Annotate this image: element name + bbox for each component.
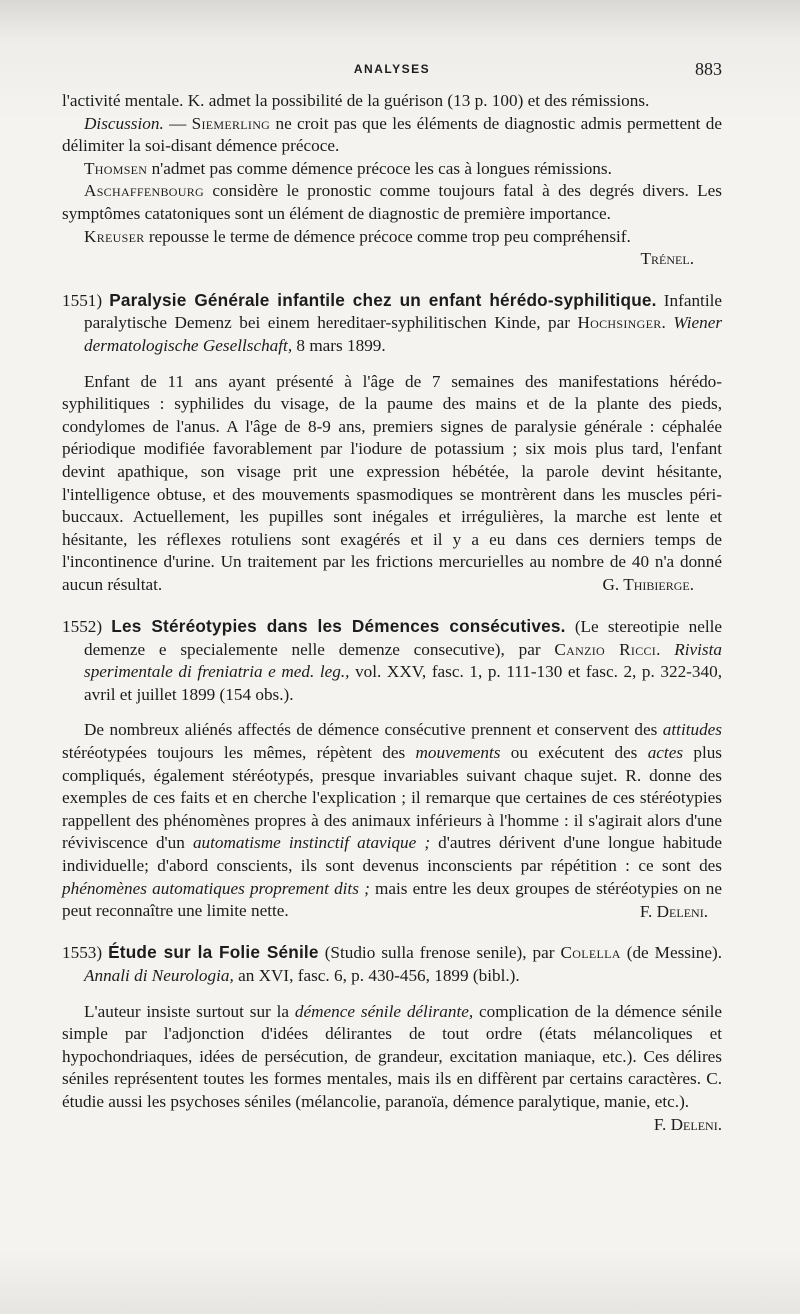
abstract-italic: attitudes (662, 720, 722, 740)
author-name: Aschaffenbourg (84, 181, 204, 201)
abstract-text: mais entre les deux groupes de stéréotypies on ne peut reconnaître une limite nette. (62, 878, 722, 921)
discussion-paragraph (62, 158, 722, 181)
entry-reference: (de Messine). (620, 943, 722, 963)
entry-reference: . (656, 639, 675, 659)
discussion-paragraph (62, 180, 722, 225)
abstract-text: ou exécutent des (500, 743, 648, 763)
abstract-text: L'auteur insiste surtout sur la (84, 1001, 295, 1021)
running-title: ANALYSES (353, 62, 431, 76)
entry-heading (62, 941, 722, 987)
journal-name: Wiener dermatologische Gesellschaft, (84, 313, 723, 355)
discussion-paragraph: Discussion. — Siemerling ne croit pas que les éléments de diagnostic admis permettent de délimiter la soi-disant démence précoce. (62, 113, 723, 156)
abstract-text: complication de la démence sénile simple par l'adjonction d'idées délirantes de tout ordre (états mélancoliques et hypochondriaques, idées de persécution, de grandeur, excitation maniaque, etc.). Ces délires séniles représentent toutes les formes mentales, mais ils en diffèrent par certains caractères. C. étudie aussi les psychoses séniles (mélancolie, paranoïa, démence paralytique, manie, etc.). (62, 1001, 722, 1111)
entry-reference: 8 mars 1899. (292, 335, 386, 355)
author-name: Kreuser (84, 226, 145, 246)
entry-title: Étude sur la Folie Sénile (108, 942, 319, 963)
entry-abstract (62, 719, 722, 922)
abstract-text: stéréotypées toujours les mêmes, répètent des (62, 743, 416, 763)
entry-1551 (62, 289, 722, 597)
entry-reference: an XVI, fasc. 6, p. 430-456, 1899 (bibl.). (233, 965, 520, 985)
entry-title: Les Stéréotypies dans les Démences consécutives. (111, 616, 566, 637)
discussion-text: considère le pronostic comme toujours fatal à des degrés divers. Les symptômes catatoniques sont un élément de diagnostic de première importance. (62, 181, 722, 223)
author-name: Colella (560, 943, 621, 963)
entry-reference: Infantile paralytische Demenz bei einem hereditaer-syphilitischen Kinde, par (84, 290, 722, 333)
continuation-paragraph: l'activité mentale. K. admet la possibilité de la guérison (13 p. 100) et des rémissions. (62, 91, 650, 110)
entry-heading (62, 289, 722, 358)
discussion-text: ne croit pas que les éléments de diagnostic admis permettent de délimiter la soi-disant démence précoce. (62, 113, 723, 156)
abstract-italic: automatisme instinctif atavique ; (192, 833, 431, 853)
abstract-text: plus compliqués, également stéréotypés, presque invariables suivant chaque sujet. R. donne des exemples de ces faits et en cherche l'explication ; il remarque que certaines de ces stéréotypies rappellent des phénomènes propres à des animaux inférieurs à l'homme : il s'agirait alors d'une réviviscence d'un (62, 743, 722, 853)
signature: F. Deleni. (639, 901, 708, 921)
entry-number: 1553) (62, 943, 103, 963)
author-name: Canzio Ricci (554, 639, 657, 659)
abstract-italic: phénomènes automatiques proprement dits ; (62, 878, 370, 898)
abstract-italic: mouvements (415, 743, 501, 763)
discussion-text: repousse le terme de démence précoce comme trop peu compréhensif. (144, 226, 631, 246)
abstract-text: De nombreux aliénés affectés de démence consécutive prennent et conservent des (84, 720, 663, 740)
entry-abstract (62, 1001, 722, 1114)
author-name: Hochsinger (577, 313, 662, 333)
entry-abstract: Enfant de 11 ans ayant présenté à l'âge de 7 semaines des manifestations hérédo-syphilitiques : syphilides du visage, de la paume des mains et de la plante des pieds, condylomes de l'anus. A l'âge de 8-9 ans, premiers signes de paralysie générale : céphalée périodique modifiée favorablement par l'iodure de potassium ; six mois plus tard, l'enfant devint apathique, son visage prit une expression hébétée, la parole devint hésitante, l'intelligence obtuse, et des mouvements spasmodiques se montrèrent dans les muscles péri-buccaux. Actuellement, les pupilles sont inégales et irrégulières, la marche est lente et hésitante, les réflexes rotuliens sont exagérés et il y a eu dans ces derniers temps de l'incontinence d'urine. Un traitement par les frictions mercurielles au nombre de 40 n'a donné aucun résultat. (62, 371, 722, 594)
signature: G. Thibierge. (602, 575, 694, 595)
entry-title: Paralysie Générale infantile chez un enfant hérédo-syphilitique. (109, 289, 657, 310)
abstract-italic: actes (647, 743, 684, 763)
page-number: 883 (695, 59, 722, 79)
running-header (62, 59, 722, 82)
page-body (62, 90, 722, 1136)
entry-reference: . (661, 313, 674, 333)
discussion-text: n'admet pas comme démence précoce les cas à longues rémissions. (147, 158, 612, 178)
entry-reference: vol. XXV, fasc. 1, p. 111-130 et fasc. 2, p. 322-340, avril et juillet 1899 (154 obs.). (84, 662, 722, 704)
abstract-italic: démence sénile délirante, (294, 1001, 474, 1021)
entry-reference: (Le stereotipie nelle demenze e specialemente nelle demenze consecutive), par (84, 617, 723, 659)
discussion-paragraph (62, 226, 722, 249)
entry-number: 1551) (62, 290, 103, 310)
author-name: Thomsen (84, 158, 148, 178)
entry-1552 (62, 615, 722, 923)
entry-number: 1552) (62, 617, 103, 637)
discussion-label: Discussion. (84, 113, 164, 133)
abstract-text: d'autres dérivent d'une longue habitude individuelle; d'abord conscients, ils sont devenus inconscients par répétition : ce sont des (62, 833, 723, 875)
entry-heading (62, 615, 722, 706)
journal-name: Rivista sperimentale di freniatria e med. leg., (84, 639, 722, 682)
entry-reference: (Studio sulla frenose senile), par (318, 943, 561, 963)
signature: F. Deleni. (653, 1114, 722, 1134)
signature: Trénel. (640, 249, 694, 269)
entry-1553 (62, 941, 722, 1136)
journal-name: Annali di Neurologia, (84, 965, 234, 985)
author-name: Siemerling (191, 113, 271, 133)
